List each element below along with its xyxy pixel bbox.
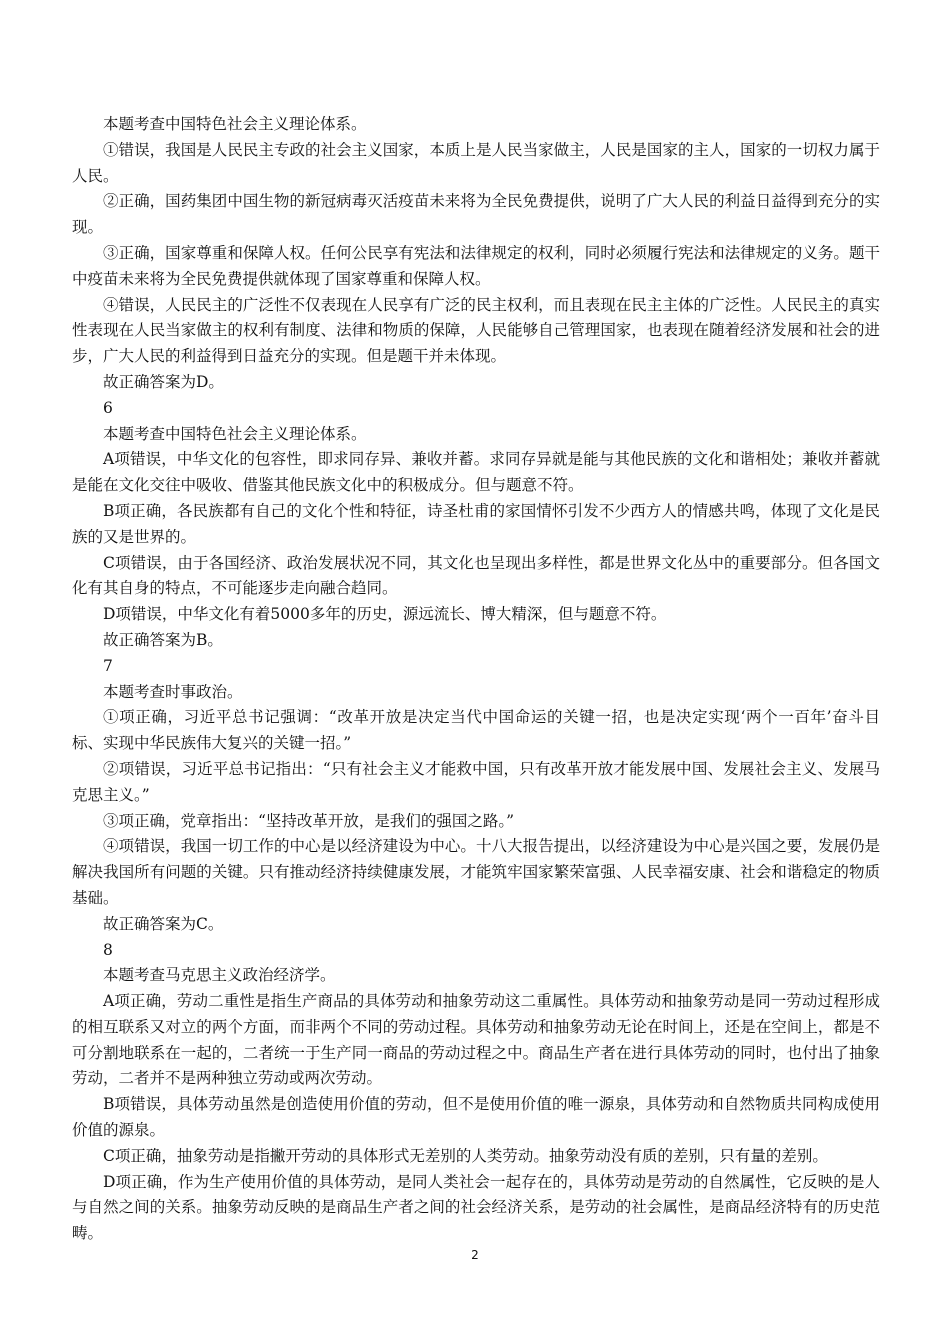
paragraph: B项错误，具体劳动虽然是创造使用价值的劳动，但不是使用价值的唯一源泉，具体劳动和自然物质共同构成使用价值的源泉。	[72, 1095, 880, 1140]
question-number: 7	[103, 656, 113, 675]
answer-line: 故正确答案为D。	[103, 372, 224, 391]
paragraph: D项错误，中华文化有着5000多年的历史，源远流长、博大精深，但与题意不符。	[103, 605, 667, 624]
paragraph: C项错误，由于各国经济、政治发展状况不同，其文化也呈现出多样性，都是世界文化丛中的重要部分。但各国文化有其自身的特点，不可能逐步走向融合趋同。	[72, 553, 880, 598]
paragraph: ③正确，国家尊重和保障人权。任何公民享有宪法和法律规定的权利，同时必须履行宪法和法律规定的义务。题干中疫苗未来将为全民免费提供就体现了国家尊重和保障人权。	[72, 243, 880, 288]
paragraph: 本题考查中国特色社会主义理论体系。	[103, 424, 367, 443]
question-number: 8	[103, 940, 113, 959]
question-number: 6	[103, 398, 113, 417]
paragraph: A项错误，中华文化的包容性，即求同存异、兼收并蓄。求同存异就是能与其他民族的文化和谐相处；兼收并蓄就是能在文化交往中吸收、借鉴其他民族文化中的积极成分。但与题意不符。	[72, 450, 880, 495]
paragraph: 本题考查中国特色社会主义理论体系。	[103, 115, 367, 133]
paragraph: C项正确，抽象劳动是指撇开劳动的具体形式无差别的人类劳动。抽象劳动没有质的差别，只有量的差别。	[103, 1146, 828, 1165]
paragraph: 本题考查时事政治。	[103, 682, 243, 701]
paragraph: ②正确，国药集团中国生物的新冠病毒灭活疫苗未来将为全民免费提供，说明了广大人民的利益日益得到充分的实现。	[72, 192, 880, 237]
paragraph: ④错误，人民民主的广泛性不仅表现在人民享有广泛的民主权利，而且表现在民主主体的广泛性。人民民主的真实性表现在人民当家做主的权利有制度、法律和物质的保障，人民能够自己管理国家，也表现在随着经济发展和社会的进步，广大人民的利益得到日益充分的实现。但是题干并未体现。	[72, 295, 880, 366]
answer-line: 故正确答案为C。	[103, 914, 224, 933]
paragraph: 本题考查马克思主义政治经济学。	[103, 966, 336, 985]
paragraph: ②项错误，习近平总书记指出：“只有社会主义才能救中国，只有改革开放才能发展中国、发展社会主义、发展马克思主义。”	[72, 759, 880, 804]
paragraph: A项正确，劳动二重性是指生产商品的具体劳动和抽象劳动这二重属性。具体劳动和抽象劳动是同一劳动过程形成的相互联系又对立的两个方面，而非两个不同的劳动过程。具体劳动和抽象劳动无论在时间上，还是在空间上，都是不可分割地联系在一起的，二者统一于生产同一商品的劳动过程之中。商品生产者在进行具体劳动的同时，也付出了抽象劳动，二者并不是两种独立劳动或两次劳动。	[72, 992, 880, 1088]
page-number: 2	[471, 1248, 479, 1262]
paragraph: ③项正确，党章指出：“坚持改革开放，是我们的强国之路。”	[103, 811, 515, 830]
paragraph: D项正确，作为生产使用价值的具体劳动，是同人类社会一起存在的，具体劳动是劳动的自然属性，它反映的是人与自然之间的关系。抽象劳动反映的是商品生产者之间的社会经济关系，是劳动的社会属性，是商品经济特有的历史范畴。	[72, 1172, 880, 1243]
answer-line: 故正确答案为B。	[103, 630, 223, 649]
document-body	[72, 112, 880, 1247]
paragraph: B项正确，各民族都有自己的文化个性和特征，诗圣杜甫的家国情怀引发不少西方人的情感共鸣，体现了文化是民族的又是世界的。	[72, 501, 880, 546]
paragraph: ①项正确，习近平总书记强调：“改革开放是决定当代中国命运的关键一招，也是决定实现‘两个一百年’奋斗目标、实现中华民族伟大复兴的关键一招。”	[72, 708, 880, 753]
paragraph: ④项错误，我国一切工作的中心是以经济建设为中心。十八大报告提出，以经济建设为中心是兴国之要，发展仍是解决我国所有问题的关键。只有推动经济持续健康发展，才能筑牢国家繁荣富强、人民幸福安康、社会和谐稳定的物质基础。	[72, 837, 880, 907]
paragraph: ①错误，我国是人民民主专政的社会主义国家，本质上是人民当家做主，人民是国家的主人，国家的一切权力属于人民。	[72, 140, 880, 185]
